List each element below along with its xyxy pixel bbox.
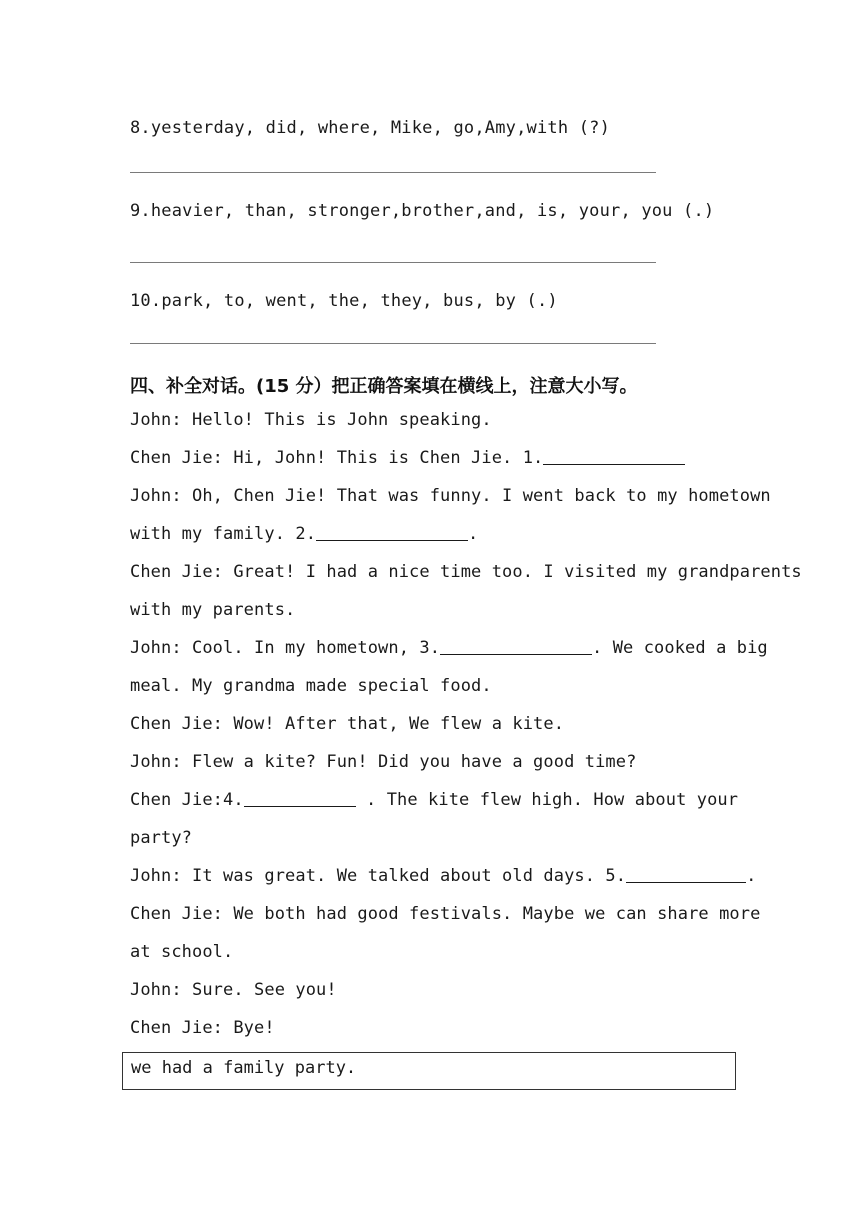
dialogue-line bbox=[130, 638, 768, 658]
dialogue-line bbox=[130, 866, 757, 886]
question-9 bbox=[130, 201, 714, 221]
answer-line-10[interactable] bbox=[130, 343, 656, 344]
question-words: park, to, went, the, they, bus, by (.) bbox=[161, 291, 558, 311]
question-8 bbox=[130, 118, 610, 138]
dialogue-text: . bbox=[468, 524, 479, 544]
question-10 bbox=[130, 291, 558, 311]
dialogue-text: Chen Jie:4. bbox=[130, 790, 244, 810]
answer-line-8[interactable] bbox=[130, 172, 656, 173]
dialogue-text: . We cooked a big bbox=[592, 638, 768, 658]
dialogue-text: John: It was great. We talked about old days. 5. bbox=[130, 866, 627, 886]
question-words: heavier, than, stronger,brother,and, is, your, you (.) bbox=[150, 201, 715, 221]
dialogue-line: John: Hello! This is John speaking. bbox=[130, 410, 492, 430]
answer-option: we had a family party. bbox=[131, 1058, 357, 1078]
dialogue-text: . The kite flew high. How about your bbox=[355, 790, 739, 810]
dialogue-line: with my parents. bbox=[130, 600, 296, 620]
question-number: 8. bbox=[130, 118, 151, 138]
blank-1[interactable] bbox=[543, 448, 685, 465]
dialogue-line: Chen Jie: Wow! After that, We flew a kite. bbox=[130, 714, 565, 734]
blank-4[interactable] bbox=[244, 790, 356, 807]
dialogue-line: Chen Jie: Bye! bbox=[130, 1018, 275, 1038]
dialogue-text: Chen Jie: Hi, John! This is Chen Jie. 1. bbox=[130, 448, 544, 468]
dialogue-line: party? bbox=[130, 828, 193, 848]
question-number: 10. bbox=[130, 291, 162, 311]
question-number: 9. bbox=[130, 201, 151, 221]
answer-options-box bbox=[122, 1052, 736, 1090]
dialogue-line: Chen Jie: We both had good festivals. Maybe we can share more bbox=[130, 904, 761, 924]
dialogue-text: . bbox=[746, 866, 757, 886]
answer-line-9[interactable] bbox=[130, 262, 656, 263]
dialogue-line: John: Oh, Chen Jie! That was funny. I went back to my hometown bbox=[130, 486, 771, 506]
dialogue-line: Chen Jie: Great! I had a nice time too. I visited my grandparents bbox=[130, 562, 802, 582]
dialogue-line bbox=[130, 448, 732, 468]
dialogue-text: John: Cool. In my hometown, 3. bbox=[130, 638, 441, 658]
dialogue-text: with my family. 2. bbox=[130, 524, 317, 544]
blank-2[interactable] bbox=[316, 524, 468, 541]
blank-5[interactable] bbox=[626, 866, 746, 883]
blank-3[interactable] bbox=[440, 638, 592, 655]
section-heading: 四、补全对话。(15 分）把正确答案填在横线上，注意大小写。 bbox=[130, 376, 638, 397]
dialogue-line bbox=[130, 790, 739, 810]
dialogue-line: John: Sure. See you! bbox=[130, 980, 337, 1000]
question-words: yesterday, did, where, Mike, go,Amy,with (?) bbox=[150, 118, 611, 138]
dialogue-line: John: Flew a kite? Fun! Did you have a good time? bbox=[130, 752, 637, 772]
dialogue-line bbox=[130, 524, 732, 544]
dialogue-line: at school. bbox=[130, 942, 234, 962]
dialogue-line: meal. My grandma made special food. bbox=[130, 676, 492, 696]
